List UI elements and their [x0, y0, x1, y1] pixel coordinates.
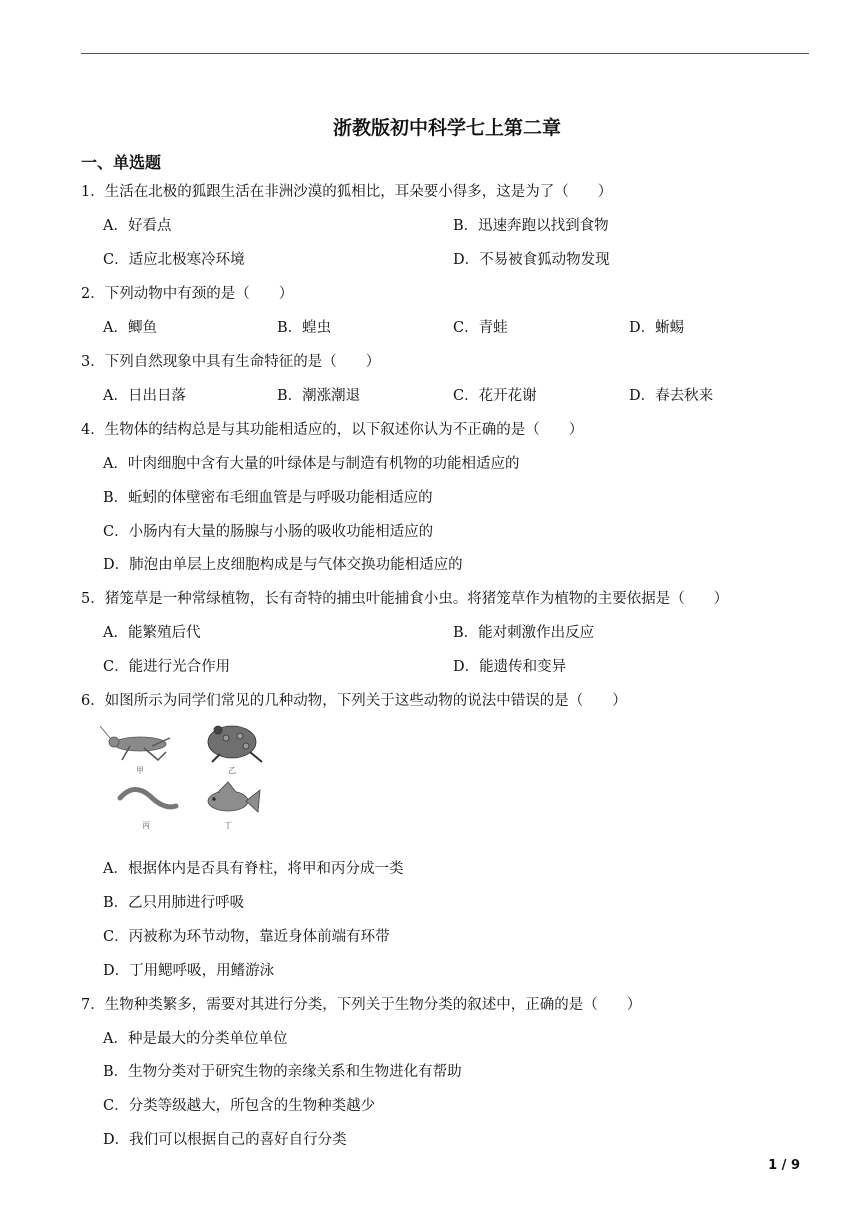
q4-option-c: C．小肠内有大量的肠腺与小肠的吸收功能相适应的 [103, 524, 434, 540]
q1-option-a: A．好看点 [103, 218, 172, 234]
q5-option-a: A．能繁殖后代 [103, 625, 201, 641]
q2-option-d: D．蜥蜴 [629, 320, 685, 336]
q4-option-a: A．叶肉细胞中含有大量的叶绿体是与制造有机物的功能相适应的 [103, 456, 520, 472]
figure-label-jia: 甲 [136, 766, 144, 775]
q1-option-c: C．适应北极寒冷环境 [103, 252, 245, 268]
q6-option-c: C．丙被称为环节动物，靠近身体前端有环带 [103, 929, 390, 945]
earthworm-image [120, 789, 176, 806]
question-2-stem: 2．下列动物中有颈的是（ ） [81, 286, 294, 302]
q1-option-b: B．迅速奔跑以找到食物 [453, 218, 609, 234]
q6-option-a: A．根据体内是否具有脊柱，将甲和丙分成一类 [103, 861, 404, 877]
question-6-stem: 6．如图所示为同学们常见的几种动物，下列关于这些动物的说法中错误的是（ ） [81, 693, 627, 709]
section-heading: 一、单选题 [81, 153, 162, 172]
q3-option-a: A．日出日落 [103, 388, 186, 404]
question-4-stem: 4．生物体的结构总是与其功能相适应的，以下叙述你认为不正确的是（ ） [81, 422, 584, 438]
q7-option-c: C．分类等级越大，所包含的生物种类越少 [103, 1098, 376, 1114]
page-number: 1 / 9 [768, 1158, 800, 1173]
q4-option-d: D．肺泡由单层上皮细胞构成是与气体交换功能相适应的 [103, 557, 463, 573]
q2-option-c: C．青蛙 [453, 320, 508, 336]
figure-label-ding: 丁 [224, 821, 232, 830]
q5-option-c: C．能进行光合作用 [103, 659, 231, 675]
q7-option-a: A．种是最大的分类单位单位 [103, 1031, 288, 1047]
q7-option-d: D．我们可以根据自己的喜好自行分类 [103, 1132, 347, 1148]
question-7-stem: 7．生物种类繁多，需要对其进行分类，下列关于生物分类的叙述中，正确的是（ ） [81, 997, 642, 1013]
q7-option-b: B．生物分类对于研究生物的亲缘关系和生物进化有帮助 [103, 1064, 462, 1080]
frog-image [208, 726, 262, 762]
figure-label-yi: 乙 [228, 766, 236, 775]
q2-option-a: A．鲫鱼 [103, 320, 157, 336]
q3-option-c: C．花开花谢 [453, 388, 537, 404]
q4-option-b: B．蚯蚓的体壁密布毛细血管是与呼吸功能相适应的 [103, 490, 433, 506]
fish-image [208, 782, 260, 812]
q2-option-b: B．蝗虫 [277, 320, 332, 336]
q5-option-d: D．能遗传和变异 [453, 659, 567, 675]
q6-option-b: B．乙只用肺进行呼吸 [103, 895, 245, 911]
page-title: 浙教版初中科学七上第二章 [332, 117, 561, 139]
figure-label-bing: 丙 [142, 821, 150, 830]
q3-option-d: D．春去秋来 [629, 388, 714, 404]
question-5-stem: 5．猪笼草是一种常绿植物，长有奇特的捕虫叶能捕食小虫。将猪笼草作为植物的主要依据是（ ） [81, 591, 729, 607]
q6-option-d: D．丁用鳃呼吸，用鳍游泳 [103, 963, 275, 979]
header-rule [81, 53, 809, 54]
grasshopper-image [100, 726, 170, 760]
q5-option-b: B．能对刺激作出反应 [453, 625, 595, 641]
q3-option-b: B．潮涨潮退 [277, 388, 361, 404]
animals-figure [100, 716, 280, 842]
q1-option-d: D．不易被食狐动物发现 [453, 252, 610, 268]
question-3-stem: 3．下列自然现象中具有生命特征的是（ ） [81, 354, 381, 370]
question-1-stem: 1．生活在北极的狐跟生活在非洲沙漠的狐相比，耳朵要小得多，这是为了（ ） [81, 184, 613, 200]
